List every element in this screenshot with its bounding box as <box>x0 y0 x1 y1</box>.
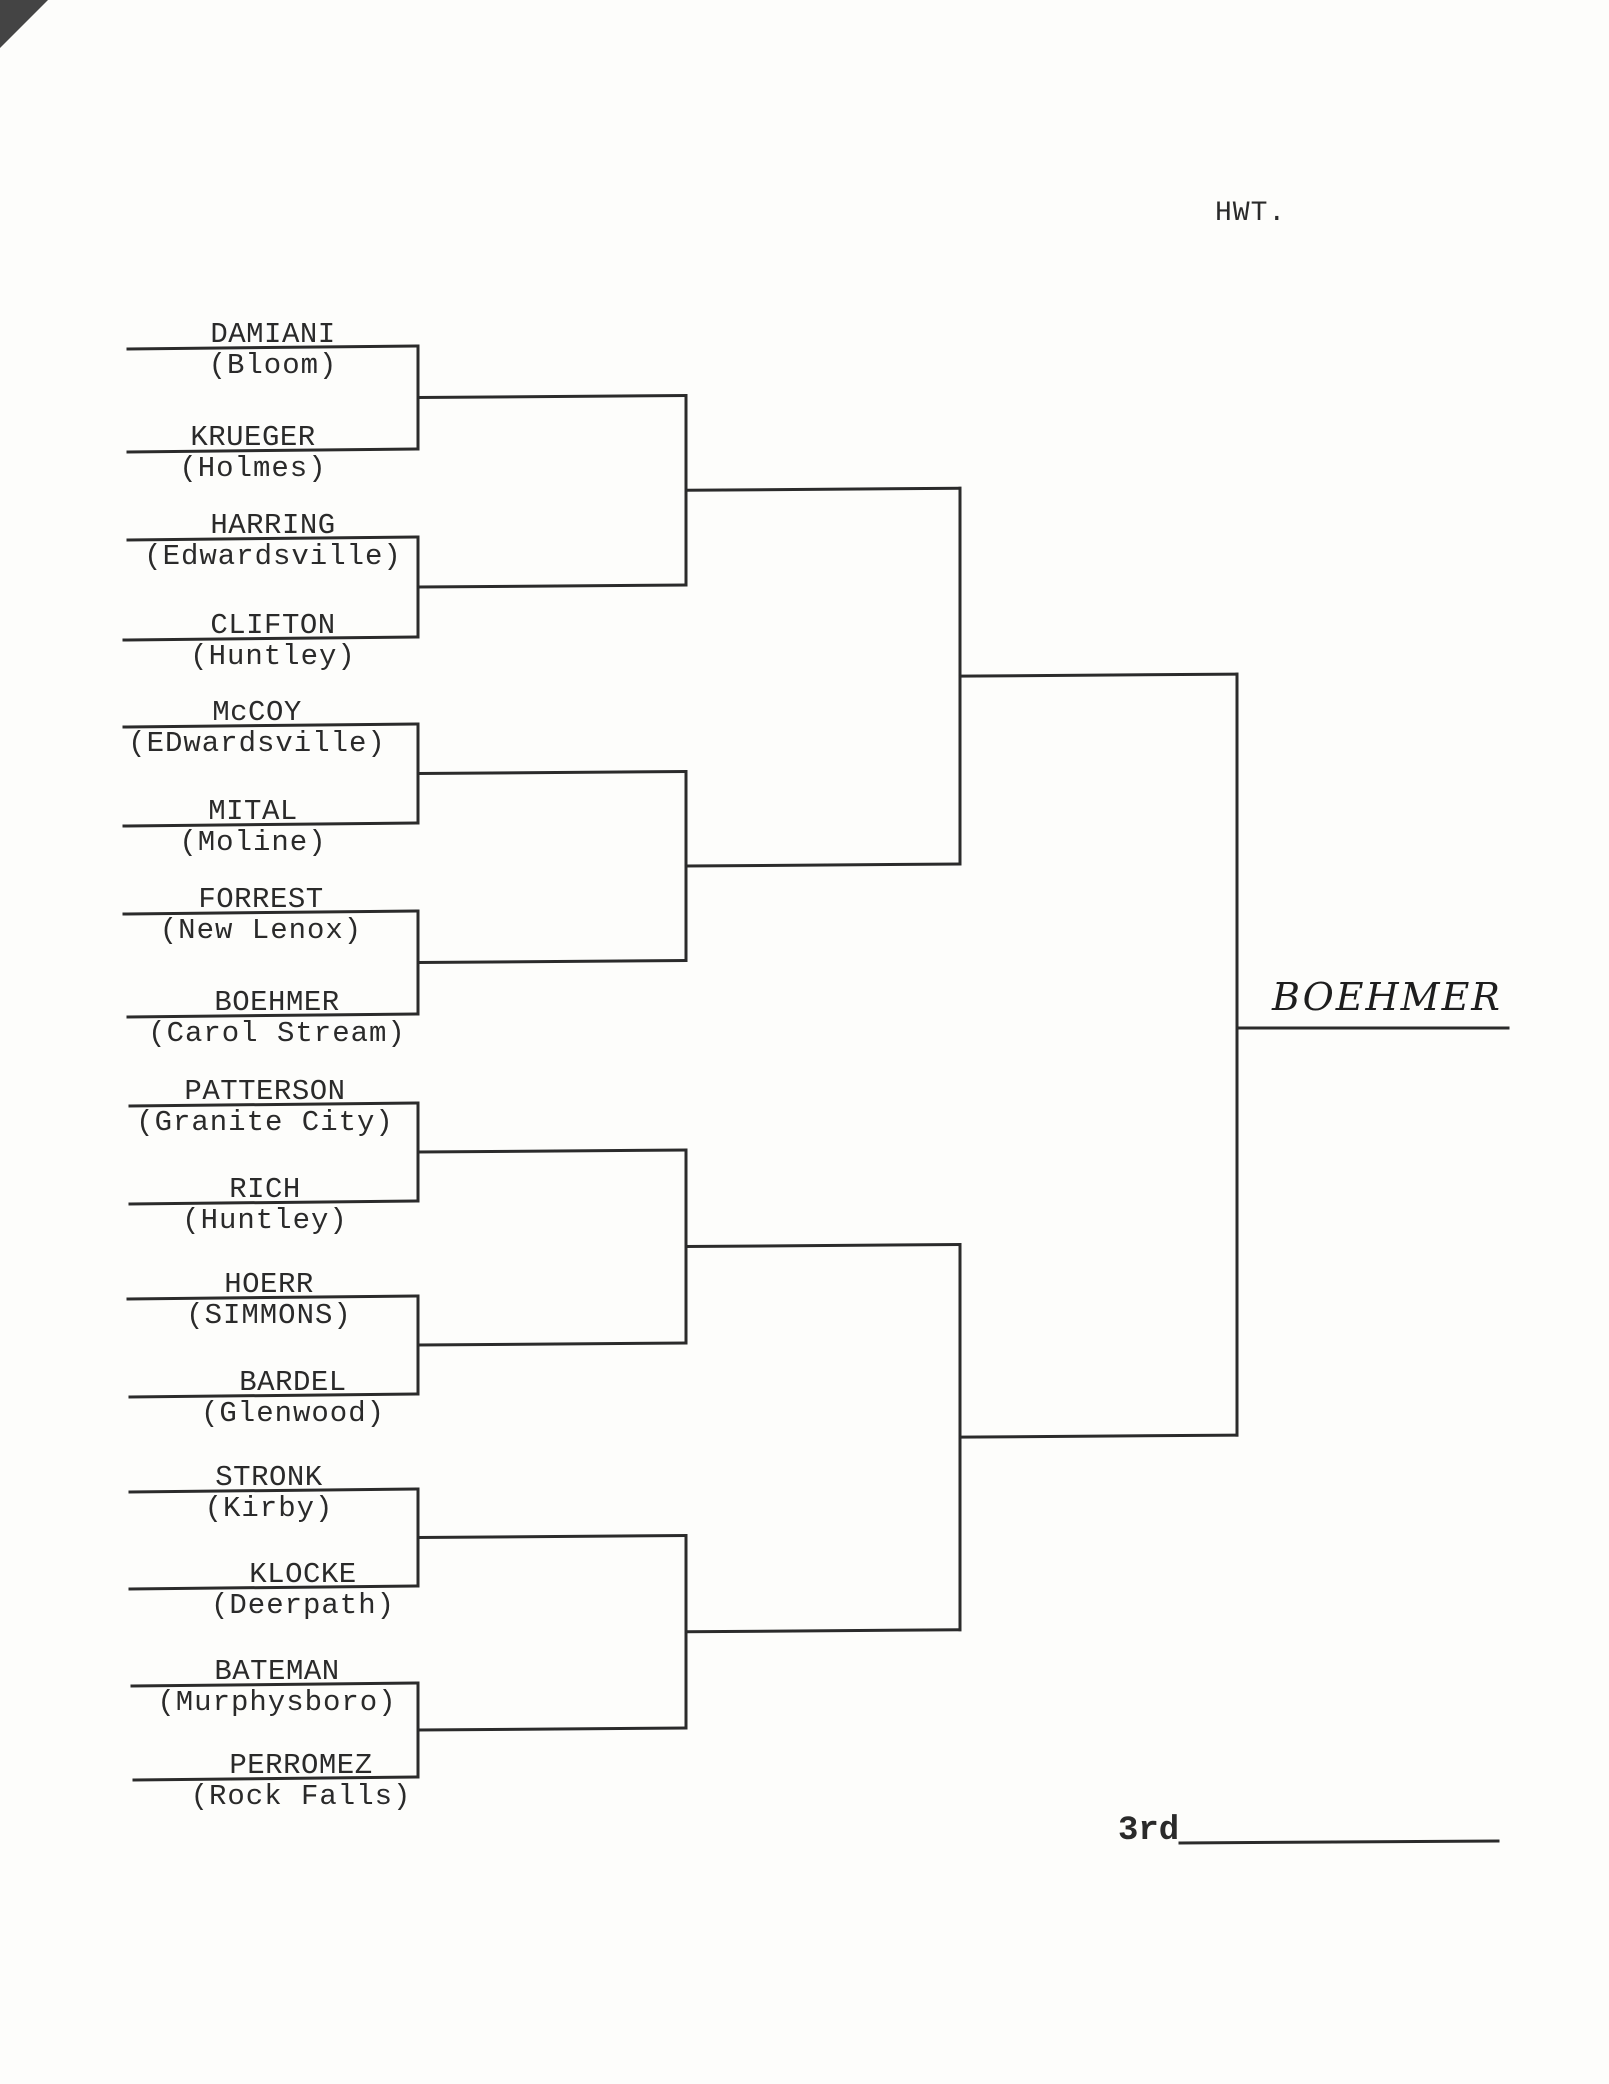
wrestler-school: (EDwardsville) <box>128 727 386 760</box>
wrestler-name: KLOCKE <box>249 1558 357 1591</box>
wrestler-name: KRUEGER <box>190 421 316 454</box>
wrestler-entry <box>138 1559 468 1621</box>
bracket-final-line <box>960 1435 1237 1437</box>
wrestler-school: (New Lenox) <box>159 914 363 947</box>
bracket-round2-line <box>418 772 686 774</box>
third-place-label: 3rd <box>1118 1812 1180 1850</box>
wrestler-name: PERROMEZ <box>229 1749 373 1782</box>
wrestler-school: (Holmes) <box>179 452 327 485</box>
bracket-round2-line <box>418 396 686 398</box>
wrestler-name: CLIFTON <box>210 609 336 642</box>
bracket-round3-line <box>686 488 960 490</box>
wrestler-school: (Kirby) <box>204 1492 334 1525</box>
wrestler-school: (Murphysboro) <box>157 1686 397 1719</box>
bracket-round2-line <box>418 585 686 587</box>
wrestler-entry <box>88 422 418 484</box>
bracket-round3-line <box>686 864 960 866</box>
bracket-round2-line <box>418 961 686 963</box>
wrestler-school: (Granite City) <box>136 1106 394 1139</box>
wrestler-school: (Edwardsville) <box>144 540 402 573</box>
wrestler-name: HARRING <box>210 509 336 542</box>
wrestler-name: STRONK <box>215 1461 323 1494</box>
wrestler-school: (Carol Stream) <box>148 1017 406 1050</box>
wrestler-entry <box>108 510 438 572</box>
wrestler-name: FORREST <box>198 883 324 916</box>
wrestler-name: RICH <box>229 1173 301 1206</box>
wrestler-name: BARDEL <box>239 1366 347 1399</box>
wrestler-school: (Glenwood) <box>200 1397 386 1430</box>
champion-name: BOEHMER <box>1272 975 1502 1019</box>
wrestler-name: DAMIANI <box>210 318 336 351</box>
bracket-round2-line <box>418 1536 686 1538</box>
wrestler-entry <box>112 1656 442 1718</box>
wrestler-name: McCOY <box>212 696 302 729</box>
bracket-round3-line <box>686 1630 960 1632</box>
bracket-round2-line <box>418 1343 686 1345</box>
bracket-round2-line <box>418 1728 686 1730</box>
wrestler-school: (Huntley) <box>190 640 356 673</box>
wrestler-school: (Moline) <box>179 826 327 859</box>
wrestler-name: BATEMAN <box>214 1655 340 1688</box>
wrestler-name: HOERR <box>224 1268 314 1301</box>
wrestler-name: PATTERSON <box>184 1075 346 1108</box>
wrestler-school: (SIMMONS) <box>186 1299 352 1332</box>
wrestler-school: (Deerpath) <box>210 1589 396 1622</box>
bracket-final-line <box>960 674 1237 676</box>
wrestler-name: BOEHMER <box>214 986 340 1019</box>
wrestler-entry <box>100 1076 430 1138</box>
third-place-line <box>1180 1841 1498 1843</box>
wrestler-entry <box>128 1367 458 1429</box>
wrestler-school: (Huntley) <box>182 1204 348 1237</box>
wrestler-school: (Rock Falls) <box>190 1780 412 1813</box>
wrestler-entry <box>96 884 426 946</box>
wrestler-entry <box>108 319 438 381</box>
bracket-round3-line <box>686 1245 960 1247</box>
weight-class-label: HWT. <box>1215 198 1287 229</box>
wrestler-entry <box>88 796 418 858</box>
bracket-round2-line <box>418 1150 686 1152</box>
wrestler-school: (Bloom) <box>208 349 338 382</box>
wrestler-entry <box>136 1750 466 1812</box>
wrestler-entry <box>92 697 422 759</box>
wrestler-entry <box>104 1269 434 1331</box>
wrestler-entry <box>108 610 438 672</box>
wrestler-entry <box>112 987 442 1049</box>
wrestler-entry <box>100 1174 430 1236</box>
wrestler-name: MITAL <box>208 795 298 828</box>
wrestler-entry <box>104 1462 434 1524</box>
